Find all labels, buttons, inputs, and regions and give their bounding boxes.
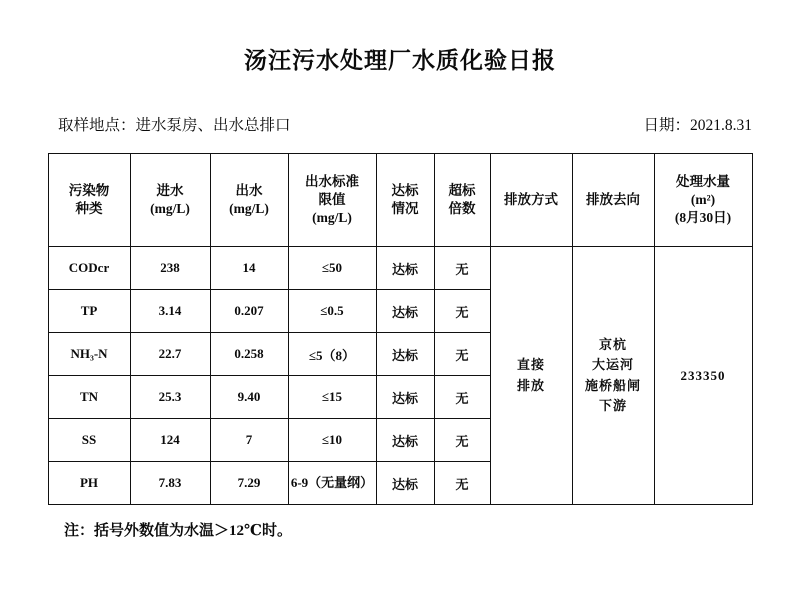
header-limit-line2: 限值 bbox=[318, 191, 346, 207]
cell-pollutant: SS bbox=[48, 419, 130, 462]
header-inflow-line2: (mg/L) bbox=[150, 201, 190, 216]
header-inflow-line1: 进水 bbox=[156, 182, 184, 198]
cell-exceed: 无 bbox=[434, 376, 490, 419]
header-pollutant bbox=[48, 154, 130, 247]
cell-status: 达标 bbox=[376, 376, 434, 419]
cell-limit: ≤5（8） bbox=[288, 333, 376, 376]
sampling-location: 取样地点：进水泵房、出水总排口 bbox=[58, 117, 291, 134]
table-row bbox=[48, 247, 752, 290]
discharge-destination-line4: 下游 bbox=[598, 397, 627, 413]
header-inflow bbox=[130, 154, 210, 247]
cell-status: 达标 bbox=[376, 462, 434, 505]
table-header-row bbox=[48, 154, 752, 247]
cell-limit: ≤15 bbox=[288, 376, 376, 419]
header-status bbox=[376, 154, 434, 247]
cell-inflow: 25.3 bbox=[130, 376, 210, 419]
cell-status: 达标 bbox=[376, 290, 434, 333]
header-treated-volume-line2: (m²) bbox=[690, 191, 716, 207]
header-discharge-destination: 排放去向 bbox=[572, 154, 654, 247]
header-status-line1: 达标 bbox=[391, 182, 419, 198]
header-exceed bbox=[434, 154, 490, 247]
cell-outflow: 0.258 bbox=[210, 333, 288, 376]
header-treated-volume-line1: 处理水量 bbox=[676, 173, 730, 189]
cell-pollutant: PH bbox=[48, 462, 130, 505]
cell-pollutant: NH₃-N bbox=[48, 333, 130, 376]
cell-exceed: 无 bbox=[434, 419, 490, 462]
cell-outflow: 0.207 bbox=[210, 290, 288, 333]
header-exceed-line2: 倍数 bbox=[448, 201, 476, 216]
header-exceed-line1: 超标 bbox=[448, 182, 476, 198]
report-page bbox=[0, 42, 800, 604]
footnote: 注：括号外数值为水温＞12℃时。 bbox=[64, 523, 292, 539]
cell-limit: ≤0.5 bbox=[288, 290, 376, 333]
cell-inflow: 7.83 bbox=[130, 462, 210, 505]
cell-limit: ≤10 bbox=[288, 419, 376, 462]
header-pollutant-line1: 污染物 bbox=[68, 182, 110, 198]
cell-pollutant: TP bbox=[48, 290, 130, 333]
cell-treated-volume: 233350 bbox=[654, 247, 752, 505]
cell-exceed: 无 bbox=[434, 247, 490, 290]
header-pollutant-line2: 种类 bbox=[75, 201, 103, 216]
cell-discharge-destination bbox=[572, 247, 654, 505]
header-limit bbox=[288, 154, 376, 247]
header-limit-line1: 出水标准 bbox=[305, 173, 359, 189]
cell-exceed: 无 bbox=[434, 290, 490, 333]
cell-limit: ≤50 bbox=[288, 247, 376, 290]
meta-row bbox=[58, 113, 752, 135]
cell-inflow: 124 bbox=[130, 419, 210, 462]
cell-inflow: 3.14 bbox=[130, 290, 210, 333]
header-treated-volume-line3: (8月30日) bbox=[674, 210, 732, 226]
discharge-destination-line1: 京杭 bbox=[598, 337, 627, 353]
report-date: 日期：2021.8.31 bbox=[643, 117, 752, 134]
header-treated-volume bbox=[654, 154, 752, 247]
cell-exceed: 无 bbox=[434, 333, 490, 376]
header-discharge-method: 排放方式 bbox=[490, 154, 572, 247]
cell-outflow: 7.29 bbox=[210, 462, 288, 505]
cell-exceed: 无 bbox=[434, 462, 490, 505]
header-limit-line3: (mg/L) bbox=[312, 210, 352, 226]
header-outflow-line1: 出水 bbox=[235, 182, 263, 198]
cell-status: 达标 bbox=[376, 247, 434, 290]
page-title: 汤汪污水处理厂水质化验日报 bbox=[244, 48, 556, 73]
header-outflow-line2: (mg/L) bbox=[229, 201, 269, 216]
cell-pollutant: TN bbox=[48, 376, 130, 419]
cell-status: 达标 bbox=[376, 419, 434, 462]
cell-outflow: 14 bbox=[210, 247, 288, 290]
cell-discharge-method bbox=[490, 247, 572, 505]
header-outflow bbox=[210, 154, 288, 247]
cell-limit: 6-9（无量纲） bbox=[288, 462, 376, 505]
cell-status: 达标 bbox=[376, 333, 434, 376]
discharge-destination-line2: 大运河 bbox=[591, 357, 634, 373]
water-quality-table bbox=[48, 153, 753, 505]
cell-inflow: 22.7 bbox=[130, 333, 210, 376]
discharge-method-line1: 直接 bbox=[516, 357, 545, 373]
cell-pollutant: CODcr bbox=[48, 247, 130, 290]
discharge-destination-line3: 施桥船闸 bbox=[584, 377, 641, 393]
header-status-line2: 情况 bbox=[391, 201, 419, 216]
cell-outflow: 9.40 bbox=[210, 376, 288, 419]
cell-outflow: 7 bbox=[210, 419, 288, 462]
cell-inflow: 238 bbox=[130, 247, 210, 290]
discharge-method-line2: 排放 bbox=[516, 377, 545, 393]
